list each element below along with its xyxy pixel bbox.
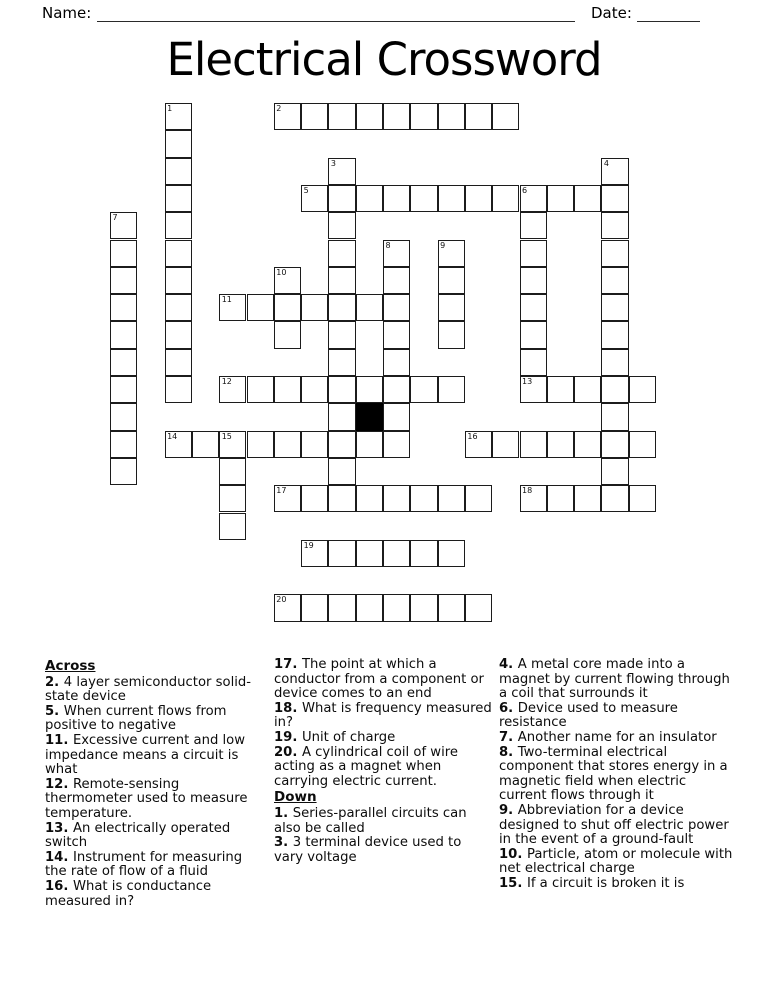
grid-cell-18-7[interactable]: [601, 294, 628, 321]
grid-cell-0-13[interactable]: [110, 458, 137, 485]
grid-cell-10-18[interactable]: [383, 594, 410, 621]
grid-cell-2-12[interactable]: [165, 431, 192, 458]
clue-10-down: 10. Particle, atom or molecule with net electrical charge: [499, 846, 733, 877]
grid-cell-18-5[interactable]: [601, 240, 628, 267]
grid-cell-12-14[interactable]: [438, 485, 465, 512]
grid-cell-0-8[interactable]: [110, 321, 137, 348]
grid-cell-9-16[interactable]: [356, 540, 383, 567]
grid-cell-8-7[interactable]: [328, 294, 355, 321]
grid-cell-4-7[interactable]: [219, 294, 246, 321]
grid-cell-7-18[interactable]: [301, 594, 328, 621]
grid-cell-2-4[interactable]: [165, 212, 192, 239]
clue-20-across: 20. A cylindrical coil of wire acting as a magnet when carrying electric current.: [274, 744, 458, 789]
grid-cell-8-18[interactable]: [328, 594, 355, 621]
cell-number-15: 15: [221, 431, 232, 441]
clue-5-across: 5. When current flows from positive to negative: [45, 703, 227, 734]
grid-cell-10-3[interactable]: [383, 185, 410, 212]
grid-cell-11-3[interactable]: [410, 185, 437, 212]
grid-cell-8-0[interactable]: [328, 103, 355, 130]
grid-cell-2-10[interactable]: [165, 376, 192, 403]
grid-cell-9-14[interactable]: [356, 485, 383, 512]
grid-cell-7-12[interactable]: [301, 431, 328, 458]
name-blank-line[interactable]: [97, 21, 575, 22]
grid-cell-15-7[interactable]: [520, 294, 547, 321]
grid-cell-0-6[interactable]: [110, 267, 137, 294]
grid-cell-16-14[interactable]: [547, 485, 574, 512]
clue-18-across: 18. What is frequency measured in?: [274, 700, 492, 731]
cell-number-13: 13: [522, 377, 533, 386]
grid-cell-4-13[interactable]: [219, 458, 246, 485]
grid-cell-7-10[interactable]: [301, 376, 328, 403]
grid-cell-0-7[interactable]: [110, 294, 137, 321]
cell-number-4: 4: [603, 158, 609, 168]
grid-cell-12-3[interactable]: [438, 185, 465, 212]
grid-cell-8-8[interactable]: [328, 321, 355, 348]
grid-cell-12-18[interactable]: [438, 594, 465, 621]
date-blank-line[interactable]: [637, 21, 700, 22]
grid-cell-6-18[interactable]: [274, 594, 301, 621]
cell-number-7: 7: [112, 213, 118, 223]
grid-cell-2-1[interactable]: [165, 130, 192, 157]
clue-7-down: 7. Another name for an insulator: [499, 729, 717, 745]
clue-6-down: 6. Device used to measure resistance: [499, 700, 678, 731]
grid-cell-9-0[interactable]: [356, 103, 383, 130]
grid-cell-9-7[interactable]: [356, 294, 383, 321]
grid-cell-11-0[interactable]: [410, 103, 437, 130]
grid-cell-13-12[interactable]: [465, 431, 492, 458]
grid-cell-6-10[interactable]: [274, 376, 301, 403]
grid-cell-13-18[interactable]: [465, 594, 492, 621]
cell-number-3: 3: [330, 158, 336, 168]
grid-cell-8-12[interactable]: [328, 431, 355, 458]
grid-cell-11-16[interactable]: [410, 540, 437, 567]
grid-cell-18-8[interactable]: [601, 321, 628, 348]
grid-cell-4-10[interactable]: [219, 376, 246, 403]
grid-cell-13-14[interactable]: [465, 485, 492, 512]
grid-cell-12-10[interactable]: [438, 376, 465, 403]
clue-17-across: 17. The point at which a conductor from a component or device comes to an end: [274, 657, 484, 702]
grid-cell-9-3[interactable]: [356, 185, 383, 212]
grid-cell-13-3[interactable]: [465, 185, 492, 212]
grid-cell-18-13[interactable]: [601, 458, 628, 485]
grid-cell-17-14[interactable]: [574, 485, 601, 512]
grid-cell-8-6[interactable]: [328, 267, 355, 294]
grid-cell-4-12[interactable]: [219, 431, 246, 458]
grid-cell-15-3[interactable]: [520, 185, 547, 212]
cell-number-19: 19: [303, 540, 314, 550]
grid-cell-2-9[interactable]: [165, 349, 192, 376]
clue-column-3: [499, 658, 733, 892]
clue-19-across: 19. Unit of charge: [274, 729, 396, 745]
grid-cell-18-9[interactable]: [601, 349, 628, 376]
grid-cell-3-12[interactable]: [192, 431, 219, 458]
grid-cell-8-11[interactable]: [328, 403, 355, 430]
grid-cell-10-7[interactable]: [383, 294, 410, 321]
grid-cell-2-3[interactable]: [165, 185, 192, 212]
grid-cell-14-0[interactable]: [492, 103, 519, 130]
crossword-grid: [110, 103, 656, 622]
grid-cell-10-14[interactable]: [383, 485, 410, 512]
grid-cell-12-8[interactable]: [438, 321, 465, 348]
cell-number-1: 1: [167, 104, 173, 113]
grid-cell-10-9[interactable]: [383, 349, 410, 376]
grid-cell-18-11[interactable]: [601, 403, 628, 430]
grid-cell-16-12[interactable]: [547, 431, 574, 458]
grid-cell-15-10[interactable]: [520, 376, 547, 403]
grid-cell-10-11[interactable]: [383, 403, 410, 430]
grid-cell-7-7[interactable]: [301, 294, 328, 321]
grid-cell-0-4[interactable]: [110, 212, 137, 239]
grid-cell-9-12[interactable]: [356, 431, 383, 458]
grid-cell-7-14[interactable]: [301, 485, 328, 512]
cell-number-6: 6: [522, 185, 528, 195]
grid-cell-10-8[interactable]: [383, 321, 410, 348]
clue-1-down: 1. Series-parallel circuits can also be called: [274, 805, 467, 836]
grid-cell-10-6[interactable]: [383, 267, 410, 294]
grid-cell-10-16[interactable]: [383, 540, 410, 567]
grid-cell-16-3[interactable]: [547, 185, 574, 212]
grid-cell-8-5[interactable]: [328, 240, 355, 267]
clue-12-across: 12. Remote-sensing thermometer used to measure temperature.: [45, 776, 248, 821]
grid-cell-18-6[interactable]: [601, 267, 628, 294]
grid-cell-16-10[interactable]: [547, 376, 574, 403]
grid-cell-5-7[interactable]: [247, 294, 274, 321]
grid-cell-18-10[interactable]: [601, 376, 628, 403]
page-title: Electrical Crossword: [166, 33, 602, 86]
cell-number-20: 20: [276, 595, 287, 605]
grid-cell-18-3[interactable]: [601, 185, 628, 212]
grid-cell-7-3[interactable]: [301, 185, 328, 212]
clue-4-down: 4. A metal core made into a magnet by current flowing through a coil that surrounds it: [499, 657, 730, 702]
grid-cell-15-8[interactable]: [520, 321, 547, 348]
grid-cell-12-7[interactable]: [438, 294, 465, 321]
grid-cell-7-16[interactable]: [301, 540, 328, 567]
name-label: Name:: [42, 4, 92, 22]
grid-cell-18-4[interactable]: [601, 212, 628, 239]
grid-cell-5-12[interactable]: [247, 431, 274, 458]
grid-cell-2-6[interactable]: [165, 267, 192, 294]
grid-cell-13-0[interactable]: [465, 103, 492, 130]
clue-8-down: 8. Two-terminal electrical component that stores energy in a magnetic field when electric current flows through it: [499, 744, 728, 804]
grid-cell-6-7[interactable]: [274, 294, 301, 321]
grid-cell-14-3[interactable]: [492, 185, 519, 212]
clues-down-header: Down: [274, 789, 317, 806]
clue-column-1: [45, 658, 267, 909]
grid-cell-17-3[interactable]: [574, 185, 601, 212]
grid-cell-6-8[interactable]: [274, 321, 301, 348]
grid-cell-12-6[interactable]: [438, 267, 465, 294]
cell-number-5: 5: [303, 185, 309, 195]
cell-number-10: 10: [276, 267, 287, 277]
grid-cell-8-9[interactable]: [328, 349, 355, 376]
grid-cell-12-5[interactable]: [438, 240, 465, 267]
clue-2-across: 2. 4 layer semiconductor solid-state device: [45, 674, 252, 705]
grid-cell-8-2[interactable]: [328, 158, 355, 185]
grid-cell-15-14[interactable]: [520, 485, 547, 512]
grid-cell-17-10[interactable]: [574, 376, 601, 403]
grid-cell-10-0[interactable]: [383, 103, 410, 130]
date-label: Date:: [591, 4, 632, 22]
grid-cell-6-14[interactable]: [274, 485, 301, 512]
grid-cell-0-10[interactable]: [110, 376, 137, 403]
grid-cell-19-10[interactable]: [629, 376, 656, 403]
grid-cell-11-10[interactable]: [410, 376, 437, 403]
grid-cell-15-4[interactable]: [520, 212, 547, 239]
grid-cell-2-7[interactable]: [165, 294, 192, 321]
clue-3-down: 3. 3 terminal device used to vary voltage: [274, 835, 462, 865]
clue-15-down: 15. If a circuit is broken it is: [499, 875, 685, 891]
grid-cell-15-5[interactable]: [520, 240, 547, 267]
grid-cell-2-5[interactable]: [165, 240, 192, 267]
cell-number-8: 8: [385, 240, 391, 250]
cell-number-14: 14: [167, 431, 178, 441]
grid-cell-19-14[interactable]: [629, 485, 656, 512]
grid-cell-6-12[interactable]: [274, 431, 301, 458]
cell-number-18: 18: [522, 486, 533, 496]
grid-cell-18-12[interactable]: [601, 431, 628, 458]
grid-cell-10-10[interactable]: [383, 376, 410, 403]
grid-cell-0-5[interactable]: [110, 240, 137, 267]
clues-across-header: Across: [45, 658, 96, 674]
grid-cell-2-2[interactable]: [165, 158, 192, 185]
grid-cell-15-6[interactable]: [520, 267, 547, 294]
grid-cell-12-16[interactable]: [438, 540, 465, 567]
grid-cell-19-12[interactable]: [629, 431, 656, 458]
grid-cell-0-12[interactable]: [110, 431, 137, 458]
grid-cell-8-10[interactable]: [328, 376, 355, 403]
clue-16-across: 16. What is conductance measured in?: [45, 878, 212, 909]
grid-cell-0-9[interactable]: [110, 349, 137, 376]
cell-number-11: 11: [221, 295, 232, 305]
cell-number-12: 12: [221, 377, 232, 386]
grid-cell-8-14[interactable]: [328, 485, 355, 512]
grid-cell-9-18[interactable]: [356, 594, 383, 621]
grid-cell-15-9[interactable]: [520, 349, 547, 376]
grid-cell-6-0[interactable]: [274, 103, 301, 130]
grid-cell-8-16[interactable]: [328, 540, 355, 567]
grid-cell-4-14[interactable]: [219, 485, 246, 512]
grid-cell-5-10[interactable]: [247, 376, 274, 403]
grid-cell-2-8[interactable]: [165, 321, 192, 348]
grid-cell-10-12[interactable]: [383, 431, 410, 458]
grid-cell-8-13[interactable]: [328, 458, 355, 485]
grid-cell-8-3[interactable]: [328, 185, 355, 212]
clue-9-down: 9. Abbreviation for a device designed to shut off electric power in the event of a ground-fault: [499, 802, 729, 848]
clue-14-across: 14. Instrument for measuring the rate of flow of a fluid: [45, 849, 243, 880]
grid-cell-12-0[interactable]: [438, 103, 465, 130]
grid-cell-8-4[interactable]: [328, 212, 355, 239]
clue-column-2: [274, 658, 493, 865]
grid-cell-14-12[interactable]: [492, 431, 519, 458]
cell-number-17: 17: [276, 486, 287, 496]
cell-number-2: 2: [276, 104, 282, 113]
grid-cell-black-9-11: [356, 403, 383, 430]
grid-cell-2-0[interactable]: [165, 103, 192, 130]
grid-cell-6-6[interactable]: [274, 267, 301, 294]
grid-cell-17-12[interactable]: [574, 431, 601, 458]
grid-cell-18-14[interactable]: [601, 485, 628, 512]
grid-cell-7-0[interactable]: [301, 103, 328, 130]
grid-cell-11-14[interactable]: [410, 485, 437, 512]
grid-cell-15-12[interactable]: [520, 431, 547, 458]
grid-cell-4-15[interactable]: [219, 513, 246, 540]
clue-11-across: 11. Excessive current and low impedance means a circuit is what: [45, 732, 246, 778]
grid-cell-9-10[interactable]: [356, 376, 383, 403]
grid-cell-10-5[interactable]: [383, 240, 410, 267]
cell-number-9: 9: [440, 240, 446, 250]
grid-cell-11-18[interactable]: [410, 594, 437, 621]
cell-number-16: 16: [467, 431, 478, 441]
grid-cell-18-2[interactable]: [601, 158, 628, 185]
grid-cell-0-11[interactable]: [110, 403, 137, 430]
clue-13-across: 13. An electrically operated switch: [45, 820, 231, 851]
